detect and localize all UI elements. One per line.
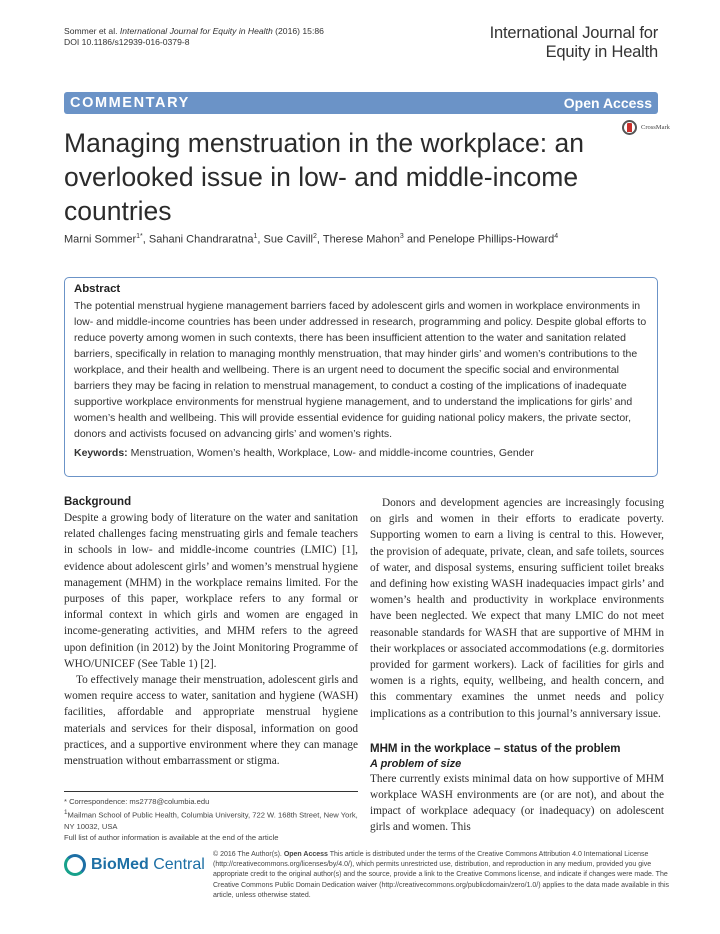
abstract-box bbox=[64, 277, 658, 477]
biomed-central-logo-icon bbox=[64, 854, 86, 876]
license-text bbox=[213, 850, 675, 901]
affiliation bbox=[64, 807, 364, 832]
author-affiliation: 1 bbox=[253, 233, 258, 240]
citation-authors: Sommer et al. bbox=[64, 26, 118, 36]
section-heading-status: MHM in the workplace – status of the problem bbox=[370, 742, 621, 755]
article-type: COMMENTARY bbox=[70, 95, 190, 111]
author-affiliation: 4 bbox=[554, 233, 559, 240]
open-access-label: Open Access bbox=[563, 95, 652, 111]
author-affiliation: 1* bbox=[136, 233, 143, 240]
author-list bbox=[64, 233, 558, 246]
background-paragraph-2: To effectively manage their menstruation, adolescent girls and women require access to water, sanitation and hygiene (WASH) facilities, affordable and appropriate menstrual hygiene materials and services for their disposal, information on good practices, and a supportive environment where they can manage menstruation without embarrassment or stigma. bbox=[64, 674, 358, 768]
author-name[interactable]: Therese Mahon bbox=[322, 233, 400, 246]
correspondence[interactable]: * Correspondence: ms2778@columbia.edu bbox=[64, 797, 210, 806]
author-separator: , bbox=[316, 233, 323, 246]
journal-name bbox=[490, 24, 658, 62]
abstract-text: The potential menstrual hygiene management barriers faced by adolescent girls and women in workplace environments in low- and middle-income countries has been under addressed in research, programming and policy. Despite global efforts to reduce poverty among women in such contexts, there has been insufficient attention to the water and sanitation related barriers, specifically in relation to managing monthly menstruation, that may hinder girls’ and women’s contributions to the workplace, and their health and wellbeing. There is an urgent need to document the specific social and environmental barriers they may be facing in relation to menstrual management, to conduct a costing of the implications of inadequate supportive workplace environments for menstrual hygiene management, and to understand the implications for girls’ and women’s health and wellbeing. This will provide essential evidence for guiding national policy makers, the private sector, donors and activists focused on advancing girls’ and women’s rights. bbox=[74, 300, 647, 440]
affiliation-number: 1 bbox=[64, 809, 68, 816]
doi[interactable]: DOI 10.1186/s12939-016-0379-8 bbox=[64, 37, 190, 47]
affiliation-text: Mailman School of Public Health, Columbia University, 722 W. 168th Street, New York, NY 10032, USA bbox=[64, 810, 358, 831]
keywords-list: Menstruation, Women’s health, Workplace, Low- and middle-income countries, Gender bbox=[130, 447, 534, 459]
license-body: This article is distributed under the terms of the Creative Commons Attribution 4.0 International License (http://creativecommons.org/licenses/by/4.0/), which permits unrestricted use, distribution, and reproduction in any medium, provided you give appropriate credit to the original author(s) and the source, provide a link to the Creative Commons license, and indicate if changes were made. The Creative Commons Public Domain Dedication waiver (http://creativecommons.org/publicdomain/zero/1.0/) applies to the data made available in this article, unless otherwise stated. bbox=[213, 851, 669, 899]
author-separator: , bbox=[257, 233, 264, 246]
crossmark-icon bbox=[622, 120, 637, 135]
right-paragraph-1: Donors and development agencies are increasingly focusing on girls and women in their efforts to eradicate poverty. Supporting women to earn a living is central to this. However, the provision of adequate, private, clean, and safe toilets, sources of water, and disposal systems, ensuring sufficient toilet breaks and defining how existing WASH inadequacies impact girls’ and women’s health and productivity in workplace environments have been neglected. We expect that many LMIC do not meet reasonable standards for WASH that are supportive of MHM in their workplaces or associated accommodations (e.g. dormitories provided for garment workers). Lack of facilities for girls and women is a rights, equity, wellbeing, and health concern, and this commentary examines the unmet needs and policy implications as a contribution to this journal’s anniversary issue. bbox=[370, 497, 664, 720]
author-affiliation: 2 bbox=[313, 233, 317, 240]
logo-bio-text: BioMed bbox=[91, 856, 149, 873]
crossmark-label: CrossMark bbox=[641, 124, 670, 131]
author-name[interactable]: Marni Sommer bbox=[64, 233, 137, 246]
body-column-left bbox=[64, 495, 358, 769]
author-name[interactable]: Penelope Phillips-Howard bbox=[428, 233, 555, 246]
logo-central-text: Central bbox=[148, 856, 205, 873]
crossmark-badge[interactable] bbox=[622, 120, 670, 135]
body-column-right bbox=[370, 495, 664, 836]
footnote-divider bbox=[64, 791, 358, 792]
keywords bbox=[74, 446, 649, 460]
background-paragraph-1: Despite a growing body of literature on the water and sanitation related challenges facing menstruating girls and female teachers in schools in low- and middle-income countries (LMIC) [1], evidence about adolescent girls’ and women’s menstrual hygiene management (MHM) in the workplace remains limited. For the purposes of this paper, workplace refers to any formal or informal context in which girls and women are engaged in income-generating activities, and MHM refers to the agreed upon definition (in 2012) by the Joint Monitoring Programme of WHO/UNICEF (See Table 1) [2]. bbox=[64, 512, 358, 670]
author-affiliation: 3 bbox=[399, 233, 404, 240]
article-title: Managing menstruation in the workplace: an overlooked issue in low- and middle-income countries bbox=[64, 128, 584, 226]
copyright: © 2016 The Author(s). bbox=[213, 851, 282, 858]
status-paragraph-1: There currently exists minimal data on how supportive of MHM workplace WASH environments are (or are not), and about the impact of workplace adequacy (or inadequacy) on adolescent girls and women. This bbox=[370, 772, 664, 834]
article-type-banner bbox=[64, 92, 658, 114]
author-name[interactable]: Sue Cavill bbox=[263, 233, 314, 246]
citation-issue: (2016) 15:86 bbox=[275, 26, 324, 36]
journal-name-line2: Equity in Health bbox=[545, 43, 658, 61]
author-separator: , bbox=[142, 233, 149, 246]
author-separator: and bbox=[403, 233, 429, 246]
journal-name-line1: International Journal for bbox=[489, 24, 658, 42]
footnotes bbox=[64, 796, 364, 843]
section-heading-background: Background bbox=[64, 496, 132, 508]
citation-line bbox=[64, 26, 324, 37]
citation-journal: International Journal for Equity in Health bbox=[119, 26, 273, 36]
subsection-heading-size: A problem of size bbox=[370, 757, 462, 770]
running-head bbox=[64, 26, 324, 48]
author-info-note: Full list of author information is available at the end of the article bbox=[64, 832, 279, 842]
biomed-central-logo[interactable] bbox=[64, 854, 205, 876]
keywords-label: Keywords: bbox=[74, 447, 128, 459]
author-name[interactable]: Sahani Chandraratna bbox=[148, 233, 254, 246]
license-open-access: Open Access bbox=[283, 851, 328, 858]
abstract-heading: Abstract bbox=[74, 283, 121, 295]
